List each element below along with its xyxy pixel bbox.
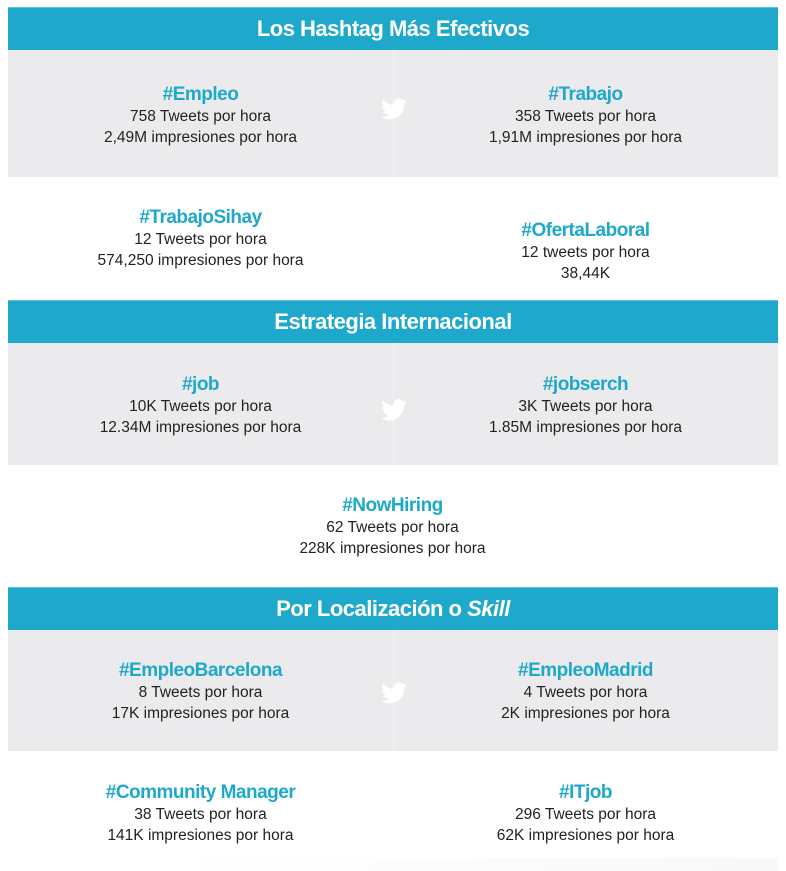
tweets-per-hour: 758 Tweets por hora bbox=[129, 108, 272, 125]
hashtag-label: #TrabajoSihay bbox=[139, 207, 262, 228]
tweets-per-hour: 10K Tweets por hora bbox=[129, 398, 272, 415]
tweets-per-hour: 8 Tweets por hora bbox=[138, 684, 263, 701]
tweets-per-hour: 296 Tweets por hora bbox=[514, 806, 657, 823]
hashtag-label: #Community Manager bbox=[105, 782, 296, 803]
hashtag-card-itjob bbox=[393, 782, 778, 846]
hashtag-card-nowhiring bbox=[200, 495, 585, 559]
hashtag-card-communitymanager bbox=[8, 782, 393, 846]
impressions-per-hour: 12.34M impresiones por hora bbox=[99, 419, 302, 436]
section-title-italic: Skill bbox=[467, 596, 510, 621]
hashtag-card-empleobarcelona bbox=[8, 660, 393, 724]
hashtag-label: #Empleo bbox=[162, 84, 239, 105]
impressions-per-hour: 17K impresiones por hora bbox=[111, 705, 290, 722]
hashtag-card-trabajo bbox=[393, 84, 778, 148]
hashtag-row-5 bbox=[8, 630, 778, 751]
hashtag-label: #EmpleoMadrid bbox=[518, 660, 653, 681]
impressions-per-hour: 1,91M impresiones por hora bbox=[489, 129, 682, 146]
hashtag-label: #Trabajo bbox=[548, 84, 623, 105]
impressions-per-hour: 2,49M impresiones por hora bbox=[104, 129, 297, 146]
hashtag-card-ofertalaboral bbox=[393, 220, 778, 284]
hashtag-label: #ITjob bbox=[559, 782, 612, 803]
section-title bbox=[276, 596, 510, 622]
hashtag-row-4 bbox=[8, 465, 778, 587]
hashtag-card-empleomadrid bbox=[393, 660, 778, 724]
tweets-per-hour: 38 Tweets por hora bbox=[134, 806, 267, 823]
hashtag-row-3 bbox=[8, 343, 778, 465]
bottom-fade bbox=[170, 858, 778, 871]
hashtag-label: #jobserch bbox=[542, 374, 629, 395]
tweets-per-hour: 358 Tweets por hora bbox=[514, 108, 657, 125]
impressions-per-hour: 62K impresiones por hora bbox=[496, 827, 675, 844]
hashtag-label: #NowHiring bbox=[342, 495, 443, 516]
hashtag-row-6 bbox=[8, 751, 778, 858]
hashtag-row-2 bbox=[8, 177, 778, 300]
impressions-per-hour: 38,44K bbox=[560, 265, 611, 282]
hashtag-card-job bbox=[8, 374, 393, 438]
tweets-per-hour: 3K Tweets por hora bbox=[518, 398, 653, 415]
section-title-text: Por Localización o bbox=[276, 596, 468, 621]
hashtag-row-1 bbox=[8, 50, 778, 177]
section-title: Los Hashtag Más Efectivos bbox=[256, 16, 530, 41]
impressions-per-hour: 574,250 impresiones por hora bbox=[97, 252, 304, 269]
section-header-hashtags bbox=[8, 7, 778, 50]
impressions-per-hour: 141K impresiones por hora bbox=[107, 827, 294, 844]
tweets-per-hour: 12 tweets por hora bbox=[521, 244, 650, 261]
hashtag-card-jobserch bbox=[393, 374, 778, 438]
impressions-per-hour: 228K impresiones por hora bbox=[299, 540, 486, 557]
hashtag-label: #job bbox=[181, 374, 220, 395]
tweets-per-hour: 62 Tweets por hora bbox=[326, 519, 459, 536]
impressions-per-hour: 1.85M impresiones por hora bbox=[489, 419, 682, 436]
tweets-per-hour: 12 Tweets por hora bbox=[134, 231, 267, 248]
hashtag-card-trabajosihay bbox=[8, 207, 393, 271]
impressions-per-hour: 2K impresiones por hora bbox=[501, 705, 670, 722]
section-header-location-skill bbox=[8, 587, 778, 630]
hashtag-label: #EmpleoBarcelona bbox=[118, 660, 283, 681]
hashtag-card-empleo bbox=[8, 84, 393, 148]
section-header-international bbox=[8, 300, 778, 343]
hashtag-label: #OfertaLaboral bbox=[521, 220, 650, 241]
section-title: Estrategia Internacional bbox=[274, 309, 512, 334]
tweets-per-hour: 4 Tweets por hora bbox=[523, 684, 648, 701]
